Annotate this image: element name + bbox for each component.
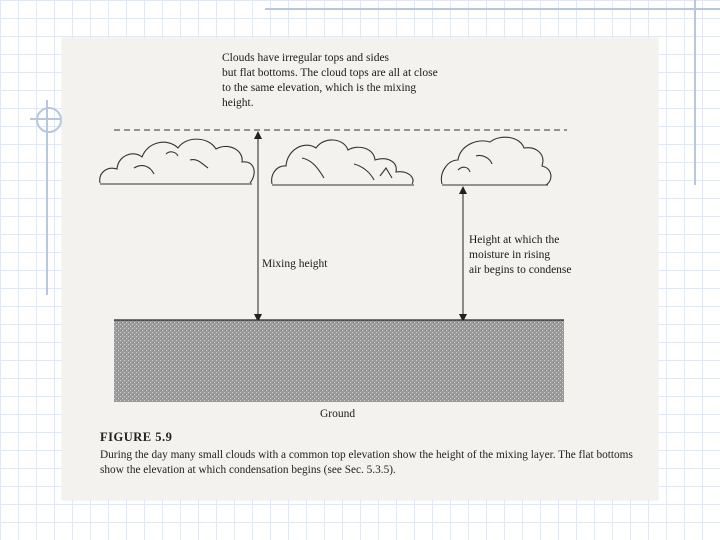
ground-label: Ground [320,408,356,420]
cloud-right [441,137,551,185]
figure-number: FIGURE 5.9 [100,430,173,444]
condensation-note: Height at which the moisture in rising air begins to condense [469,234,572,276]
mixing-height-label: Mixing height [262,258,328,270]
clouds-note: Clouds have irregular tops and sides but flat bottoms. The cloud tops are all at close to the same elevation, which is the mixing height. [222,52,438,109]
decorative-right-line [694,0,696,185]
ground-block [114,320,564,402]
figure-scan [62,38,658,500]
decorative-top-line [265,8,720,10]
figure-caption: During the day many small clouds with a common top elevation show the height of the mixing layer. The flat bottoms show the elevation at which condensation begins (see Sec. 5.3.5). [100,449,633,476]
decorative-circle [36,107,62,133]
cloud-left [100,139,254,184]
cloud-middle [272,140,414,185]
